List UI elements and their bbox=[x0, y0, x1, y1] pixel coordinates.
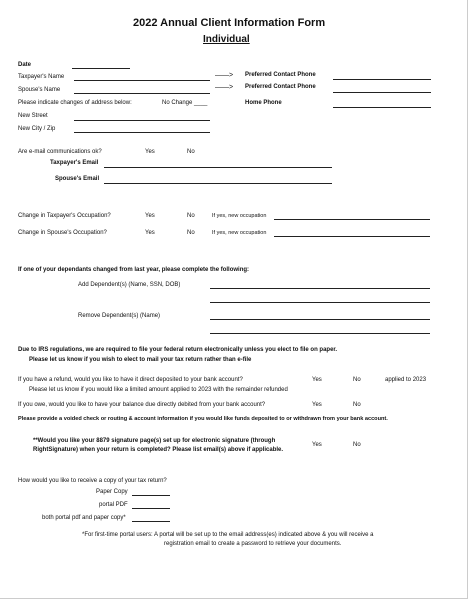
arrow-icon: ——> bbox=[215, 72, 234, 79]
email-question: Are e-mail communications ok? bbox=[18, 149, 102, 155]
dependents-heading: If one of your dependants changed from last year, please complete the following: bbox=[18, 267, 250, 273]
form-subtitle: Individual bbox=[203, 34, 250, 45]
new-street-label: New Street bbox=[18, 113, 48, 119]
spouse-name-label: Spouse's Name bbox=[18, 87, 61, 93]
taxpayer-new-occupation-field[interactable] bbox=[274, 219, 430, 220]
paper-copy-label: Paper Copy bbox=[96, 489, 128, 495]
taxpayer-name-label: Taxpayer's Name bbox=[18, 74, 65, 80]
taxpayer-occupation-no[interactable]: No bbox=[187, 213, 195, 219]
portal-pdf-label: portal PDF bbox=[99, 502, 128, 508]
efile-mail-notice: Please let us know if you wish to elect to mail your tax return rather than e-file bbox=[29, 357, 252, 363]
arrow-icon: ——> bbox=[215, 84, 234, 91]
preferred-phone-label-1: Preferred Contact Phone bbox=[245, 72, 316, 78]
refund-no[interactable]: No bbox=[353, 377, 361, 383]
spouse-email-field[interactable] bbox=[104, 183, 332, 184]
refund-yes[interactable]: Yes bbox=[312, 377, 322, 383]
owe-question: If you owe, would you like to have your balance due directly debited from your bank account? bbox=[18, 402, 266, 408]
add-dependent-field-2[interactable] bbox=[210, 302, 430, 303]
taxpayer-email-field[interactable] bbox=[104, 167, 332, 168]
both-copy-label: both portal pdf and paper copy* bbox=[42, 515, 126, 521]
taxpayer-occupation-question: Change in Taxpayer's Occupation? bbox=[18, 213, 111, 219]
new-city-field[interactable] bbox=[74, 132, 210, 133]
owe-no[interactable]: No bbox=[353, 402, 361, 408]
add-dependent-field-1[interactable] bbox=[210, 288, 430, 289]
signature-yes[interactable]: Yes bbox=[312, 442, 322, 448]
portal-footnote-line-2: registration email to create a password to retrieve your documents. bbox=[164, 541, 342, 547]
copy-question: How would you like to receive a copy of your tax return? bbox=[18, 478, 167, 484]
portal-footnote-line-1: *For first-time portal users: A portal will be set up to the email address(es) indicated above & you will receive a bbox=[82, 532, 374, 538]
portal-pdf-field[interactable] bbox=[132, 508, 170, 509]
home-phone-label: Home Phone bbox=[245, 100, 282, 106]
taxpayer-new-occupation-label: If yes, new occupation bbox=[212, 213, 267, 219]
new-street-field[interactable] bbox=[74, 120, 210, 121]
spouse-new-occupation-label: If yes, new occupation bbox=[212, 230, 267, 236]
refund-sub-question: Please let us know if you would like a limited amount applied to 2023 with the remainder refunded bbox=[29, 387, 288, 393]
preferred-phone-field-1[interactable] bbox=[333, 79, 431, 80]
spouse-email-label: Spouse's Email bbox=[55, 176, 100, 182]
no-change-field[interactable]: No Change ____ bbox=[162, 100, 208, 106]
owe-yes[interactable]: Yes bbox=[312, 402, 322, 408]
date-label: Date bbox=[18, 62, 32, 68]
new-city-label: New City / Zip bbox=[18, 126, 56, 132]
preferred-phone-field-2[interactable] bbox=[333, 92, 431, 93]
address-change-label: Please indicate changes of address below: bbox=[18, 100, 132, 106]
add-dependent-label: Add Dependent(s) (Name, SSN, DOB) bbox=[78, 282, 181, 288]
taxpayer-name-field[interactable] bbox=[74, 80, 210, 81]
remove-dependent-field-1[interactable] bbox=[210, 319, 430, 320]
applied-2023-option[interactable]: applied to 2023 bbox=[385, 377, 427, 383]
email-yes-option[interactable]: Yes bbox=[145, 149, 155, 155]
paper-copy-field[interactable] bbox=[132, 495, 170, 496]
both-copy-field[interactable] bbox=[132, 521, 170, 522]
remove-dependent-field-2[interactable] bbox=[210, 333, 430, 334]
voided-check-notice: Please provide a voided check or routing & account information if you would like funds deposited to or withdrawn from your bank account. bbox=[18, 416, 388, 422]
taxpayer-occupation-yes[interactable]: Yes bbox=[145, 213, 155, 219]
spouse-new-occupation-field[interactable] bbox=[274, 236, 430, 237]
spouse-name-field[interactable] bbox=[74, 93, 210, 94]
spouse-occupation-yes[interactable]: Yes bbox=[145, 230, 155, 236]
efile-notice: Due to IRS regulations, we are required to file your federal return electronically unless you elect to file on paper. bbox=[18, 347, 338, 353]
refund-question: If you have a refund, would you like to have it direct deposited to your bank account? bbox=[18, 377, 243, 383]
signature-question-line-2: RightSignature) when your return is completed? Please list email(s) above if applicable. bbox=[33, 447, 284, 453]
remove-dependent-label: Remove Dependent(s) (Name) bbox=[78, 313, 161, 319]
taxpayer-email-label: Taxpayer's Email bbox=[50, 160, 99, 166]
home-phone-field[interactable] bbox=[333, 107, 431, 108]
email-no-option[interactable]: No bbox=[187, 149, 195, 155]
preferred-phone-label-2: Preferred Contact Phone bbox=[245, 84, 316, 90]
spouse-occupation-question: Change in Spouse's Occupation? bbox=[18, 230, 107, 236]
spouse-occupation-no[interactable]: No bbox=[187, 230, 195, 236]
date-field[interactable] bbox=[72, 68, 130, 69]
form-title: 2022 Annual Client Information Form bbox=[133, 17, 326, 29]
signature-no[interactable]: No bbox=[353, 442, 361, 448]
signature-question-line-1: **Would you like your 8879 signature page(s) set up for electronic signature (through bbox=[33, 438, 276, 444]
